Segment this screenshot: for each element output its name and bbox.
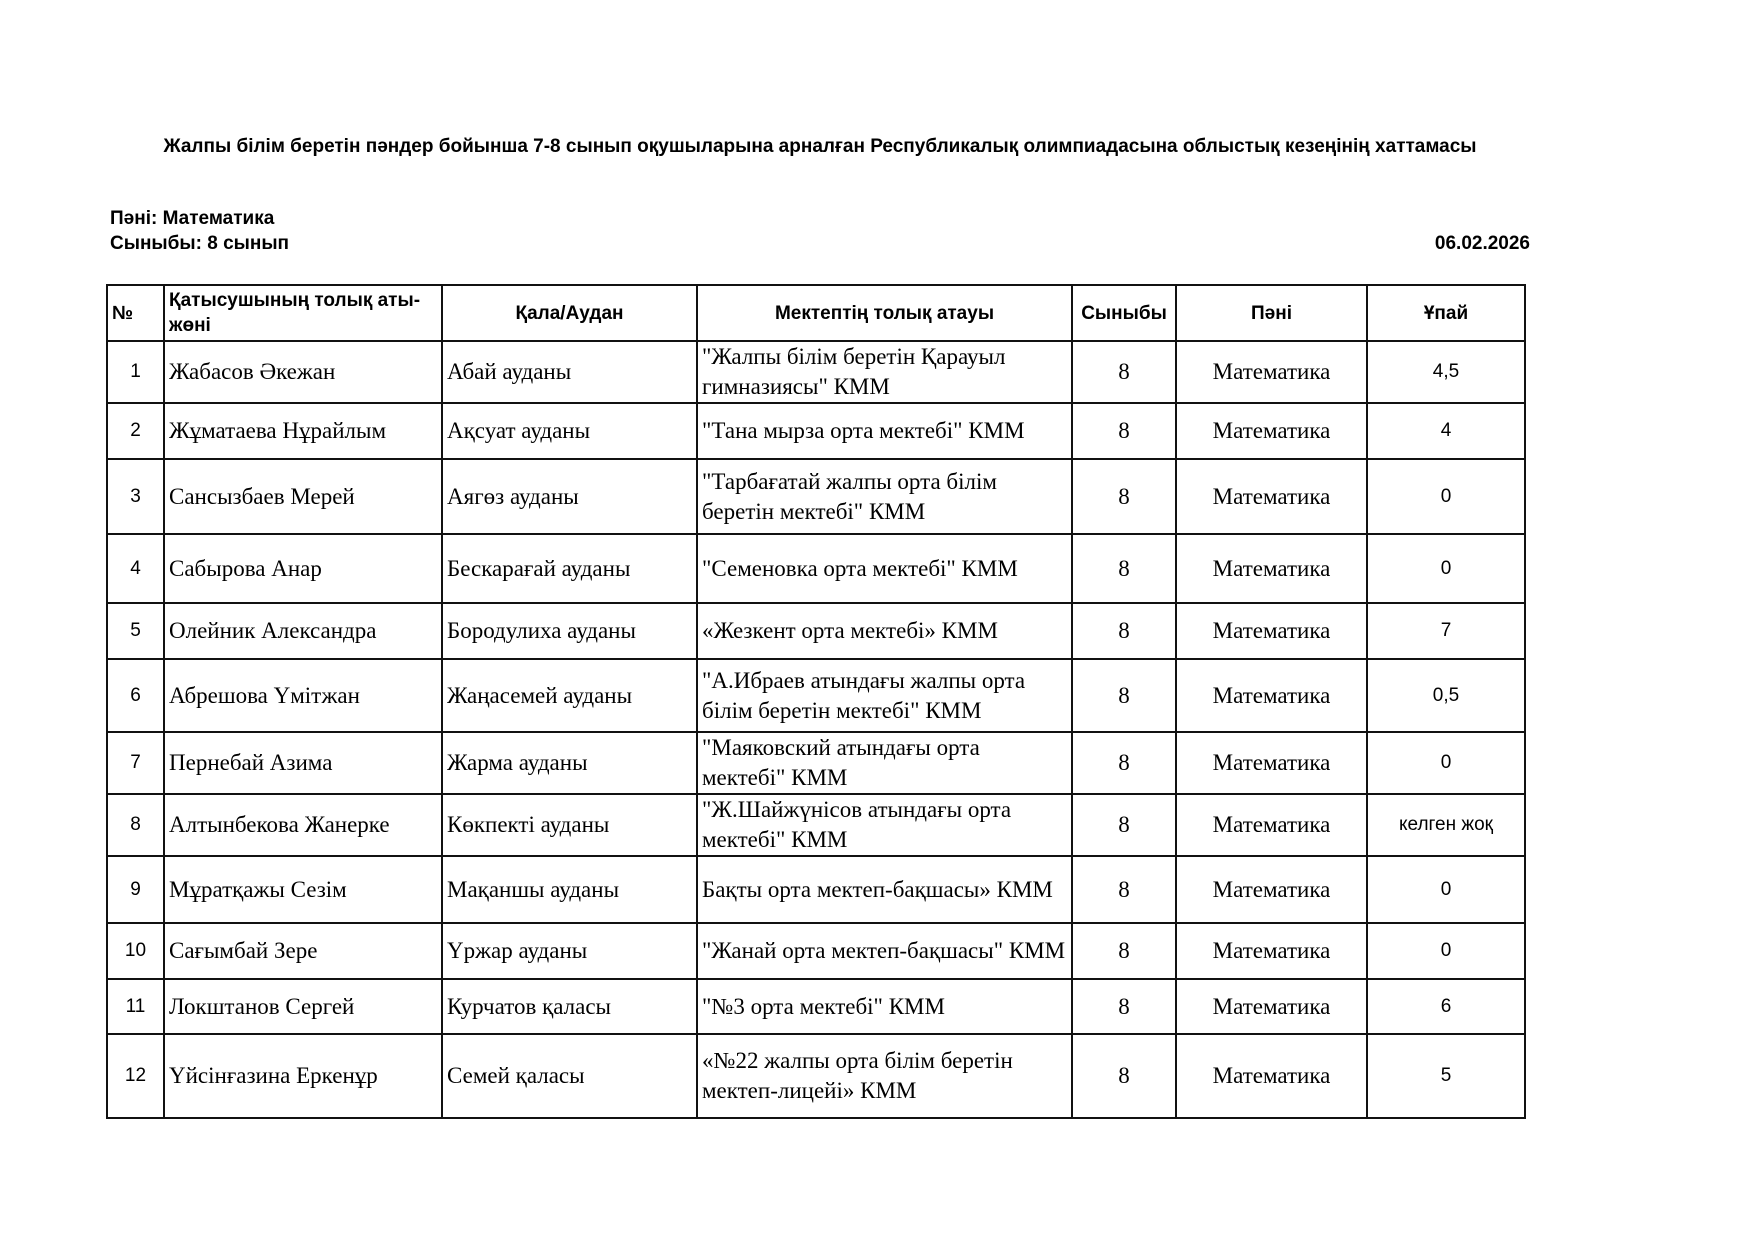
row-number: 4 xyxy=(107,534,164,603)
header-score: Ұпай xyxy=(1367,285,1525,341)
header-subject: Пәні xyxy=(1176,285,1367,341)
document-date: 06.02.2026 xyxy=(1434,233,1530,254)
district-name: Үржар ауданы xyxy=(442,923,697,979)
grade-value: 8 xyxy=(1072,341,1176,403)
score-value: 0 xyxy=(1367,923,1525,979)
participant-name: Сабырова Анар xyxy=(164,534,442,603)
row-number: 12 xyxy=(107,1034,164,1118)
school-name: "Тарбағатай жалпы орта білім беретін мектебі" КММ xyxy=(697,459,1072,534)
header-school: Мектептің толық атауы xyxy=(697,285,1072,341)
header-grade: Сыныбы xyxy=(1072,285,1176,341)
score-value: 0 xyxy=(1367,856,1525,923)
row-number: 8 xyxy=(107,794,164,856)
grade-value: 8 xyxy=(1072,534,1176,603)
school-name: "А.Ибраев атындағы жалпы орта білім беретін мектебі" КММ xyxy=(697,659,1072,732)
document-title: Жалпы білім беретін пәндер бойынша 7-8 сынып оқушыларына арналған Республикалық олимпиадасына облыстық кезеңінің хаттамасы xyxy=(163,136,1477,157)
subject-value: Математика xyxy=(1176,732,1367,794)
district-name: Аягөз ауданы xyxy=(442,459,697,534)
participant-name: Пернебай Азима xyxy=(164,732,442,794)
participant-name: Үйсінғазина Еркенұр xyxy=(164,1034,442,1118)
participant-name: Мұратқажы Сезім xyxy=(164,856,442,923)
row-number: 11 xyxy=(107,979,164,1034)
grade-value: 8 xyxy=(1072,459,1176,534)
subject-value: Математика xyxy=(1176,794,1367,856)
subject-value: Математика xyxy=(1176,459,1367,534)
participant-name: Сағымбай Зере xyxy=(164,923,442,979)
score-value: келген жоқ xyxy=(1367,794,1525,856)
table-row xyxy=(107,659,1525,732)
row-number: 1 xyxy=(107,341,164,403)
row-number: 7 xyxy=(107,732,164,794)
school-name: "Тана мырза орта мектебі" КММ xyxy=(697,403,1072,459)
district-name: Бескарағай ауданы xyxy=(442,534,697,603)
row-number: 3 xyxy=(107,459,164,534)
grade-value: 8 xyxy=(1072,856,1176,923)
grade-value: 8 xyxy=(1072,979,1176,1034)
table-row xyxy=(107,603,1525,659)
score-value: 6 xyxy=(1367,979,1525,1034)
score-value: 4,5 xyxy=(1367,341,1525,403)
participant-name: Локштанов Сергей xyxy=(164,979,442,1034)
score-value: 0 xyxy=(1367,459,1525,534)
school-name: "Жанай орта мектеп-бақшасы" КММ xyxy=(697,923,1072,979)
school-name: «№22 жалпы орта білім беретін мектеп-лицейі» КММ xyxy=(697,1034,1072,1118)
table-row xyxy=(107,341,1525,403)
district-name: Көкпекті ауданы xyxy=(442,794,697,856)
header-num: № xyxy=(107,285,164,341)
row-number: 2 xyxy=(107,403,164,459)
district-name: Жаңасемей ауданы xyxy=(442,659,697,732)
table-row xyxy=(107,732,1525,794)
header-district: Қала/Аудан xyxy=(442,285,697,341)
district-name: Абай ауданы xyxy=(442,341,697,403)
district-name: Курчатов қаласы xyxy=(442,979,697,1034)
header-row xyxy=(107,285,1525,341)
subject-value: Математика xyxy=(1176,403,1367,459)
table-row xyxy=(107,856,1525,923)
subject-line: Пәні: Математика xyxy=(110,208,275,229)
table-row xyxy=(107,794,1525,856)
district-name: Семей қаласы xyxy=(442,1034,697,1118)
participant-name: Алтынбекова Жанерке xyxy=(164,794,442,856)
grade-value: 8 xyxy=(1072,403,1176,459)
header-name: Қатысушының толық аты-жөні xyxy=(164,285,442,341)
table-row xyxy=(107,459,1525,534)
grade-line: Сыныбы: 8 сынып xyxy=(110,233,290,254)
row-number: 6 xyxy=(107,659,164,732)
subject-value: Математика xyxy=(1176,856,1367,923)
table-row xyxy=(107,534,1525,603)
participant-name: Абрешова Үмітжан xyxy=(164,659,442,732)
district-name: Мақаншы ауданы xyxy=(442,856,697,923)
score-value: 0,5 xyxy=(1367,659,1525,732)
subject-value: Математика xyxy=(1176,603,1367,659)
school-name: "Маяковский атындағы орта мектебі" КММ xyxy=(697,732,1072,794)
school-name: «Жезкент орта мектебі» КММ xyxy=(697,603,1072,659)
row-number: 10 xyxy=(107,923,164,979)
school-name: "Жалпы білім беретін Қарауыл гимназиясы" КММ xyxy=(697,341,1072,403)
row-number: 5 xyxy=(107,603,164,659)
school-name: "№3 орта мектебі" КММ xyxy=(697,979,1072,1034)
score-value: 0 xyxy=(1367,732,1525,794)
table-row xyxy=(107,1034,1525,1118)
subject-value: Математика xyxy=(1176,341,1367,403)
district-name: Жарма ауданы xyxy=(442,732,697,794)
participant-name: Олейник Александра xyxy=(164,603,442,659)
results-table xyxy=(106,284,1526,1119)
score-value: 5 xyxy=(1367,1034,1525,1118)
participant-name: Жұматаева Нұрайлым xyxy=(164,403,442,459)
subject-value: Математика xyxy=(1176,659,1367,732)
school-name: "Ж.Шайжүнісов атындағы орта мектебі" КММ xyxy=(697,794,1072,856)
subject-value: Математика xyxy=(1176,979,1367,1034)
subject-value: Математика xyxy=(1176,534,1367,603)
score-value: 7 xyxy=(1367,603,1525,659)
grade-value: 8 xyxy=(1072,923,1176,979)
grade-value: 8 xyxy=(1072,1034,1176,1118)
grade-value: 8 xyxy=(1072,732,1176,794)
district-name: Ақсуат ауданы xyxy=(442,403,697,459)
grade-value: 8 xyxy=(1072,603,1176,659)
district-name: Бородулиха ауданы xyxy=(442,603,697,659)
participant-name: Сансызбаев Мерей xyxy=(164,459,442,534)
table-row xyxy=(107,923,1525,979)
school-name: "Семеновка орта мектебі" КММ xyxy=(697,534,1072,603)
grade-value: 8 xyxy=(1072,659,1176,732)
grade-value: 8 xyxy=(1072,794,1176,856)
participant-name: Жабасов Әкежан xyxy=(164,341,442,403)
table-row xyxy=(107,403,1525,459)
row-number: 9 xyxy=(107,856,164,923)
school-name: Бақты орта мектеп-бақшасы» КММ xyxy=(697,856,1072,923)
score-value: 0 xyxy=(1367,534,1525,603)
subject-value: Математика xyxy=(1176,1034,1367,1118)
subject-value: Математика xyxy=(1176,923,1367,979)
score-value: 4 xyxy=(1367,403,1525,459)
table-row xyxy=(107,979,1525,1034)
